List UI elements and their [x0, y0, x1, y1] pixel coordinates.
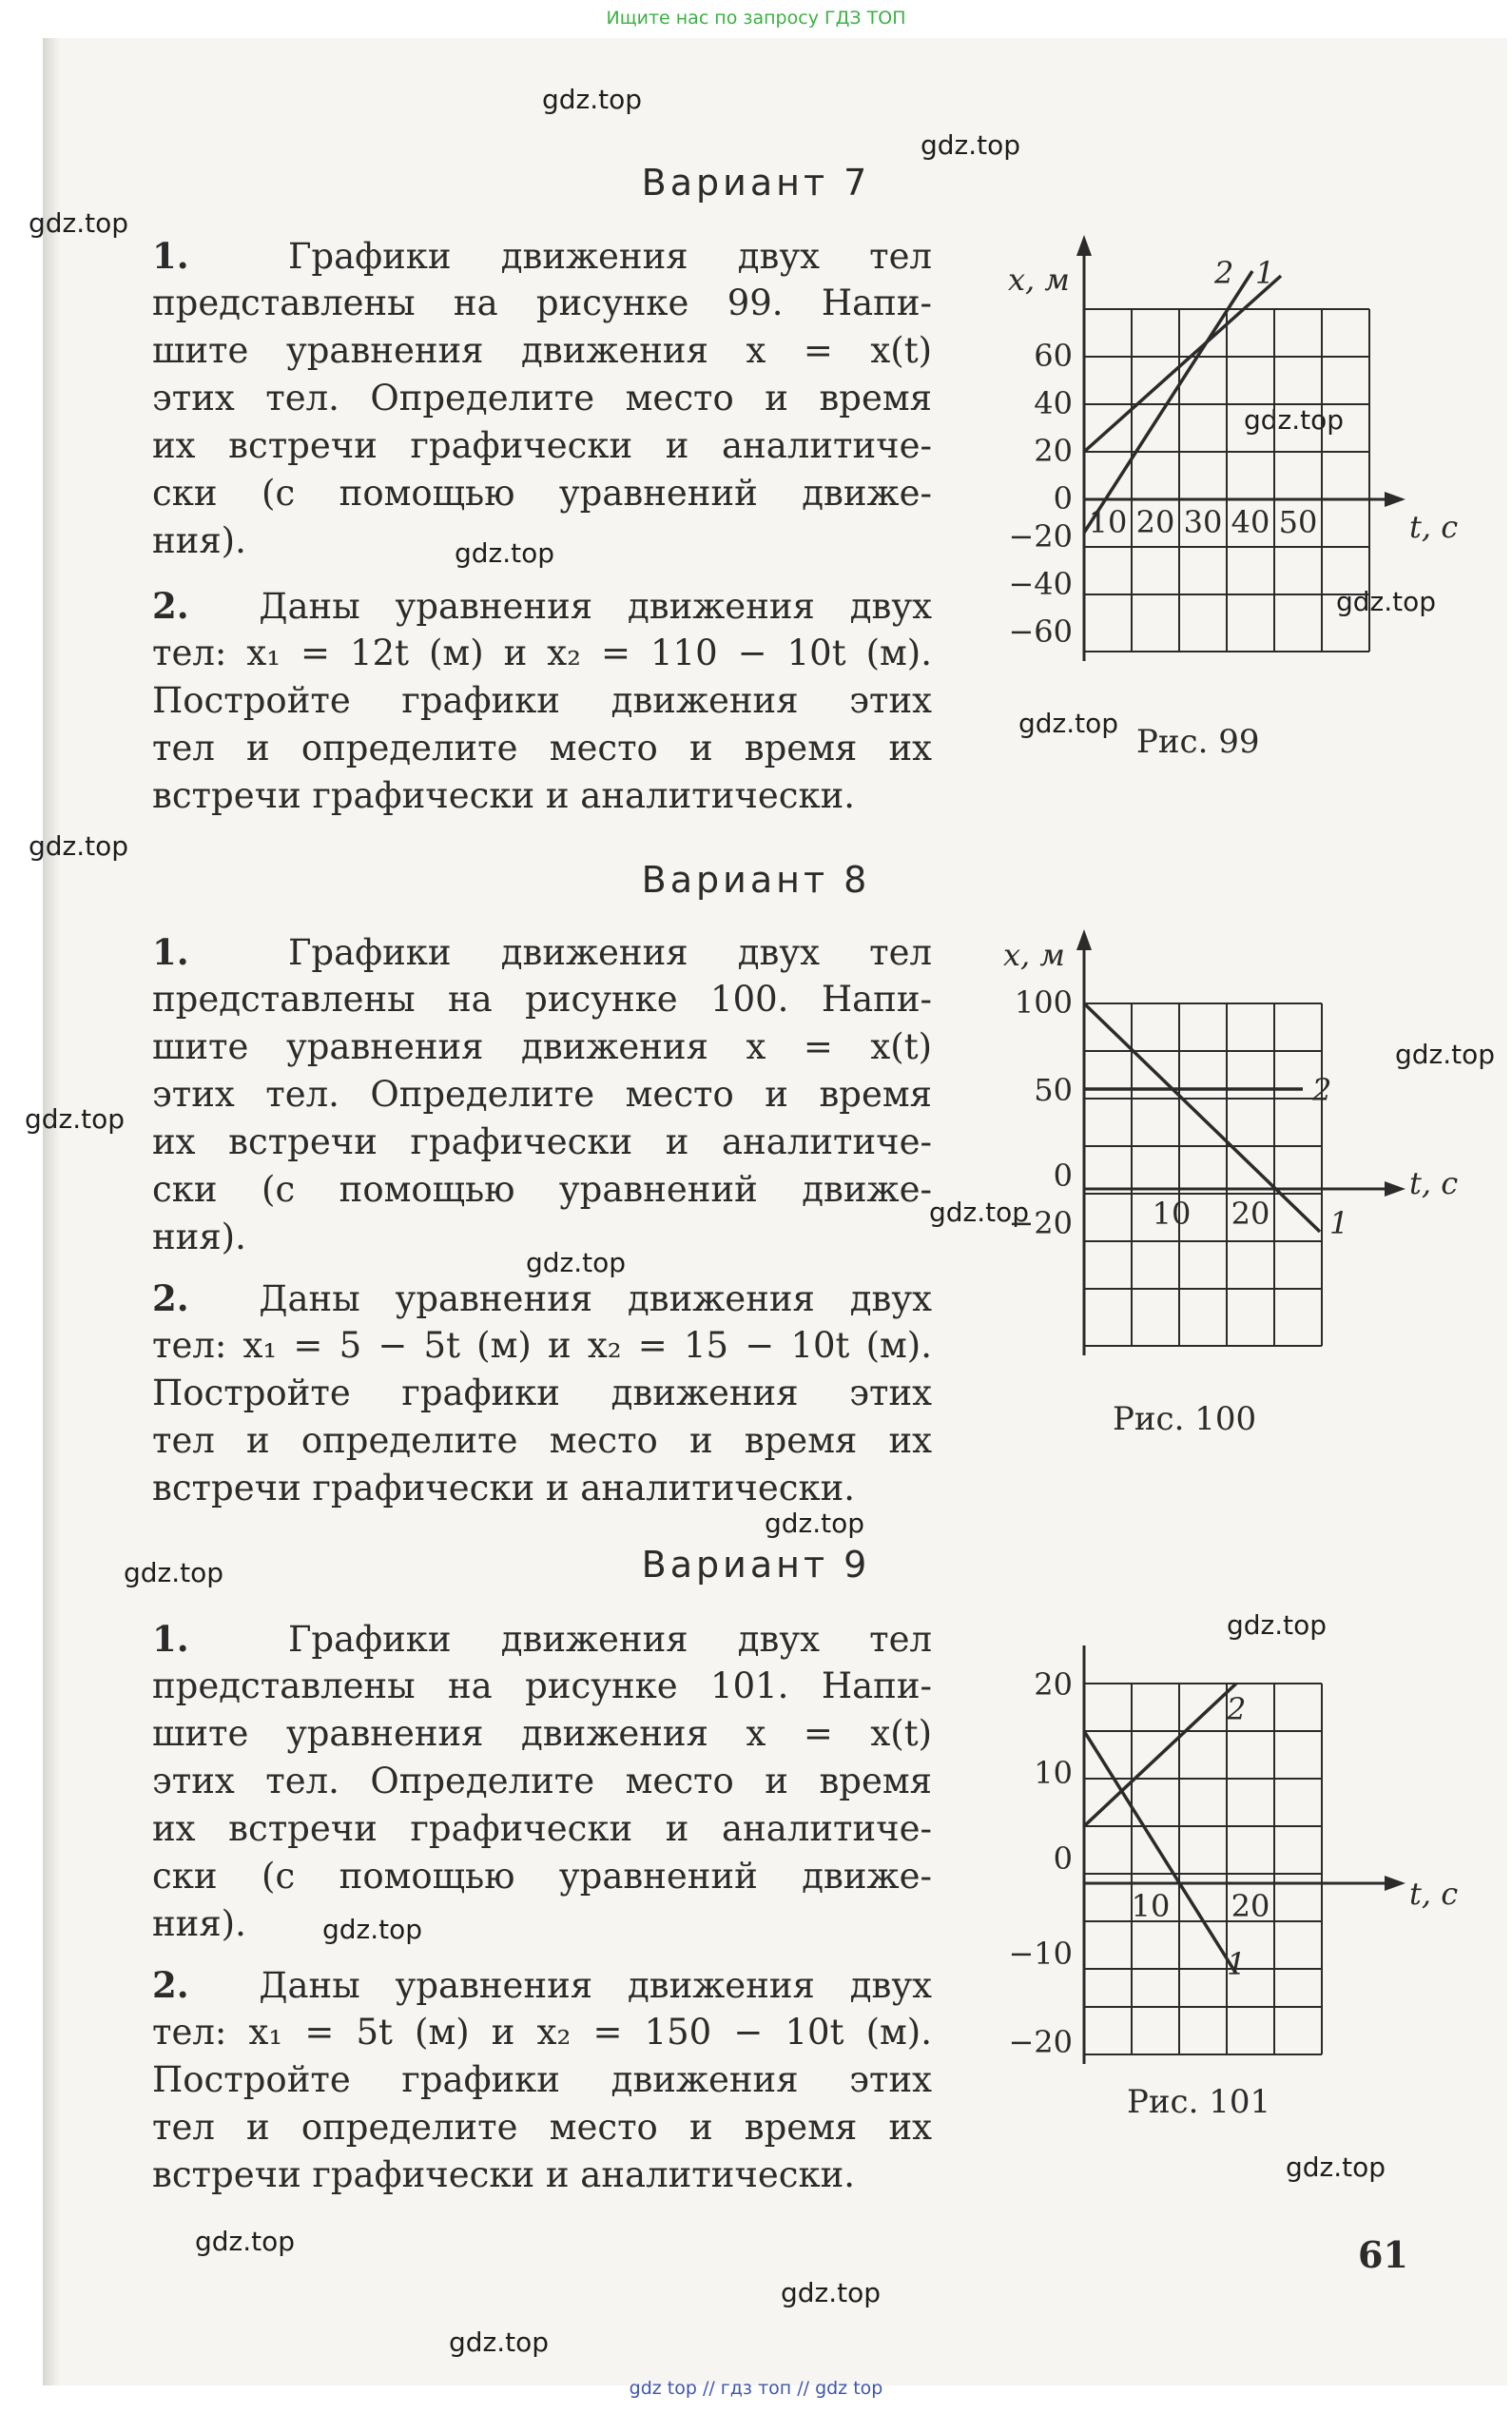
text: Даны уравнения движения двух	[259, 586, 933, 627]
watermark: gdz.top	[1286, 2151, 1386, 2183]
watermark: gdz.top	[1395, 1039, 1496, 1070]
x-axis-label: t, с	[1409, 509, 1459, 545]
v7-task1-line: ния).	[152, 520, 246, 561]
line-label-2: 2	[1312, 1072, 1332, 1108]
v8-task1-line: представлены на рисунке 100. Напи-	[152, 979, 932, 1020]
page-spine-shadow	[43, 38, 60, 2385]
x-axis-label: t, с	[1409, 1876, 1459, 1912]
v8-task1-line	[152, 928, 932, 976]
v9-task2-line: тел: x₁ = 5t (м) и x₂ = 150 − 10t (м).	[152, 2012, 932, 2053]
v7-task1-line: шите уравнения движения x = x(t)	[152, 330, 932, 371]
grid	[1084, 309, 1369, 652]
grid	[1084, 1684, 1322, 2054]
x-tick: 10	[1152, 1196, 1192, 1232]
graph-line-2	[1084, 1684, 1236, 1826]
y-tick: −60	[1008, 613, 1073, 650]
v8-task2-line	[152, 1275, 932, 1322]
x-tick: 30	[1183, 504, 1223, 540]
text: Графики движения двух тел	[287, 236, 933, 277]
watermark: gdz.top	[124, 1557, 224, 1588]
y-tick: −20	[1008, 1205, 1073, 1241]
text: Графики движения двух тел	[287, 1619, 933, 1660]
v8-task1-line: их встречи графически и аналитиче-	[152, 1121, 932, 1162]
v7-task1-line: ски (с помощью уравнений движе-	[152, 473, 932, 514]
y-tick: −20	[1008, 2024, 1073, 2060]
watermark: gdz.top	[1227, 1609, 1328, 1641]
v7-task2-line: Постройте графики движения этих	[152, 680, 932, 721]
graph-line-1	[1084, 276, 1281, 452]
watermark: gdz.top	[29, 830, 129, 862]
v8-task2-line: встречи графически и аналитически.	[152, 1468, 855, 1509]
v8-task1-line: этих тел. Определите место и время	[152, 1074, 932, 1115]
v7-task2-line: встречи графически и аналитически.	[152, 775, 855, 816]
figure-101	[951, 1655, 1483, 2112]
watermark: gdz.top	[526, 1247, 627, 1278]
v7-task2-line	[152, 582, 932, 630]
watermark: gdz.top	[781, 2277, 882, 2308]
watermark: gdz.top	[29, 207, 129, 239]
v9-task1-line: этих тел. Определите место и время	[152, 1761, 932, 1801]
v9-task2-line	[152, 1961, 932, 2009]
watermark: gdz.top	[25, 1103, 126, 1135]
v7-task1-line: представлены на рисунке 99. Напи-	[152, 282, 932, 323]
line-label-2: 2	[1227, 1691, 1247, 1727]
x-axis-arrow	[1385, 1876, 1405, 1891]
page-number: 61	[1358, 2233, 1408, 2276]
task-number: 2.	[152, 585, 189, 627]
v8-task1-line: ния).	[152, 1217, 246, 1257]
v7-task2-line: тел: x₁ = 12t (м) и x₂ = 110 − 10t (м).	[152, 633, 932, 673]
figure-99	[951, 243, 1483, 775]
v8-task2-line: Постройте графики движения этих	[152, 1372, 932, 1413]
x-axis-label: t, с	[1409, 1165, 1459, 1201]
v8-task2-line: тел и определите место и время их	[152, 1420, 932, 1461]
task-number: 1.	[152, 1618, 189, 1660]
x-axis-arrow	[1385, 1181, 1405, 1197]
bottom-banner[interactable]: gdz top // гдз топ // gdz top	[629, 2378, 883, 2399]
v9-task1-line: представлены на рисунке 101. Напи-	[152, 1665, 932, 1706]
v9-task1-line: их встречи графически и аналитиче-	[152, 1808, 932, 1849]
y-axis-label: x, м	[1008, 262, 1070, 298]
v8-task2-line: тел: x₁ = 5 − 5t (м) и x₂ = 15 − 10t (м).	[152, 1325, 932, 1366]
x-axis-arrow	[1385, 492, 1405, 507]
y-tick: 20	[1034, 433, 1073, 469]
watermark: gdz.top	[195, 2226, 296, 2257]
watermark: gdz.top	[765, 1508, 865, 1539]
text: Даны уравнения движения двух	[259, 1965, 933, 2006]
graph-line-1	[1084, 1731, 1236, 1974]
v8-task1-line: шите уравнения движения x = x(t)	[152, 1026, 932, 1067]
x-tick: 10	[1131, 1888, 1171, 1924]
watermark: gdz.top	[542, 84, 643, 115]
watermark: gdz.top	[1018, 708, 1119, 739]
v9-task1-line: ния).	[152, 1903, 246, 1944]
top-banner[interactable]: Ищите нас по запросу ГДЗ ТОП	[606, 8, 906, 29]
line-label-2: 2	[1214, 255, 1234, 291]
watermark: gdz.top	[921, 129, 1021, 161]
y-tick: −20	[1008, 518, 1073, 555]
text: Даны уравнения движения двух	[259, 1278, 933, 1319]
v7-task2-line: тел и определите место и время их	[152, 728, 932, 769]
y-tick: −10	[1008, 1936, 1073, 1972]
v7-task1-line: этих тел. Определите место и время	[152, 378, 932, 419]
caption-fig-100: Рис. 100	[1113, 1400, 1257, 1438]
task-number: 1.	[152, 931, 189, 973]
v8-task1-line: ски (с помощью уравнений движе-	[152, 1169, 932, 1210]
y-tick: 0	[1053, 1840, 1073, 1877]
y-tick: 60	[1034, 338, 1073, 374]
x-tick: 40	[1231, 504, 1270, 540]
caption-fig-101: Рис. 101	[1127, 2083, 1271, 2121]
caption-fig-99: Рис. 99	[1136, 723, 1260, 761]
task-number: 2.	[152, 1277, 189, 1319]
variant-8-heading: Вариант 8	[641, 859, 871, 901]
x-tick: 20	[1231, 1888, 1270, 1924]
figure-100	[951, 937, 1483, 1393]
v9-task2-line: Постройте графики движения этих	[152, 2059, 932, 2100]
x-tick: 20	[1231, 1196, 1270, 1232]
v9-task1-line: шите уравнения движения x = x(t)	[152, 1713, 932, 1754]
watermark: gdz.top	[449, 2326, 550, 2358]
watermark: gdz.top	[322, 1914, 423, 1945]
task-number: 1.	[152, 235, 189, 277]
variant-7-heading: Вариант 7	[641, 162, 871, 204]
y-tick: 40	[1034, 385, 1073, 421]
y-tick: 50	[1034, 1072, 1073, 1108]
line-label-1: 1	[1227, 1946, 1247, 1982]
y-tick: 0	[1053, 480, 1073, 516]
graph-line-1	[1084, 1003, 1320, 1232]
x-tick: 20	[1135, 504, 1175, 540]
text: Графики движения двух тел	[287, 932, 933, 973]
y-axis-label: x, м	[1003, 937, 1065, 973]
x-tick: 50	[1278, 504, 1318, 540]
task-number: 2.	[152, 1964, 189, 2006]
y-tick: −40	[1008, 566, 1073, 602]
v7-task1-line	[152, 232, 932, 280]
y-tick: 20	[1034, 1666, 1073, 1703]
y-tick: 0	[1053, 1158, 1073, 1194]
watermark: gdz.top	[455, 537, 555, 569]
v9-task2-line: тел и определите место и время их	[152, 2107, 932, 2148]
y-tick: 10	[1034, 1755, 1073, 1791]
variant-9-heading: Вариант 9	[641, 1544, 871, 1586]
line-label-1: 1	[1255, 255, 1275, 291]
v9-task1-line: ски (с помощью уравнений движе-	[152, 1856, 932, 1897]
y-tick: 100	[1014, 984, 1073, 1021]
v7-task1-line: их встречи графически и аналитиче-	[152, 425, 932, 466]
watermark: gdz.top	[929, 1197, 1030, 1228]
watermark: gdz.top	[1244, 404, 1345, 436]
line-label-1: 1	[1329, 1205, 1349, 1241]
x-tick: 10	[1088, 504, 1128, 540]
v9-task1-line	[152, 1615, 932, 1663]
v9-task2-line: встречи графически и аналитически.	[152, 2154, 855, 2195]
watermark: gdz.top	[1336, 586, 1437, 617]
grid	[1084, 1003, 1322, 1346]
